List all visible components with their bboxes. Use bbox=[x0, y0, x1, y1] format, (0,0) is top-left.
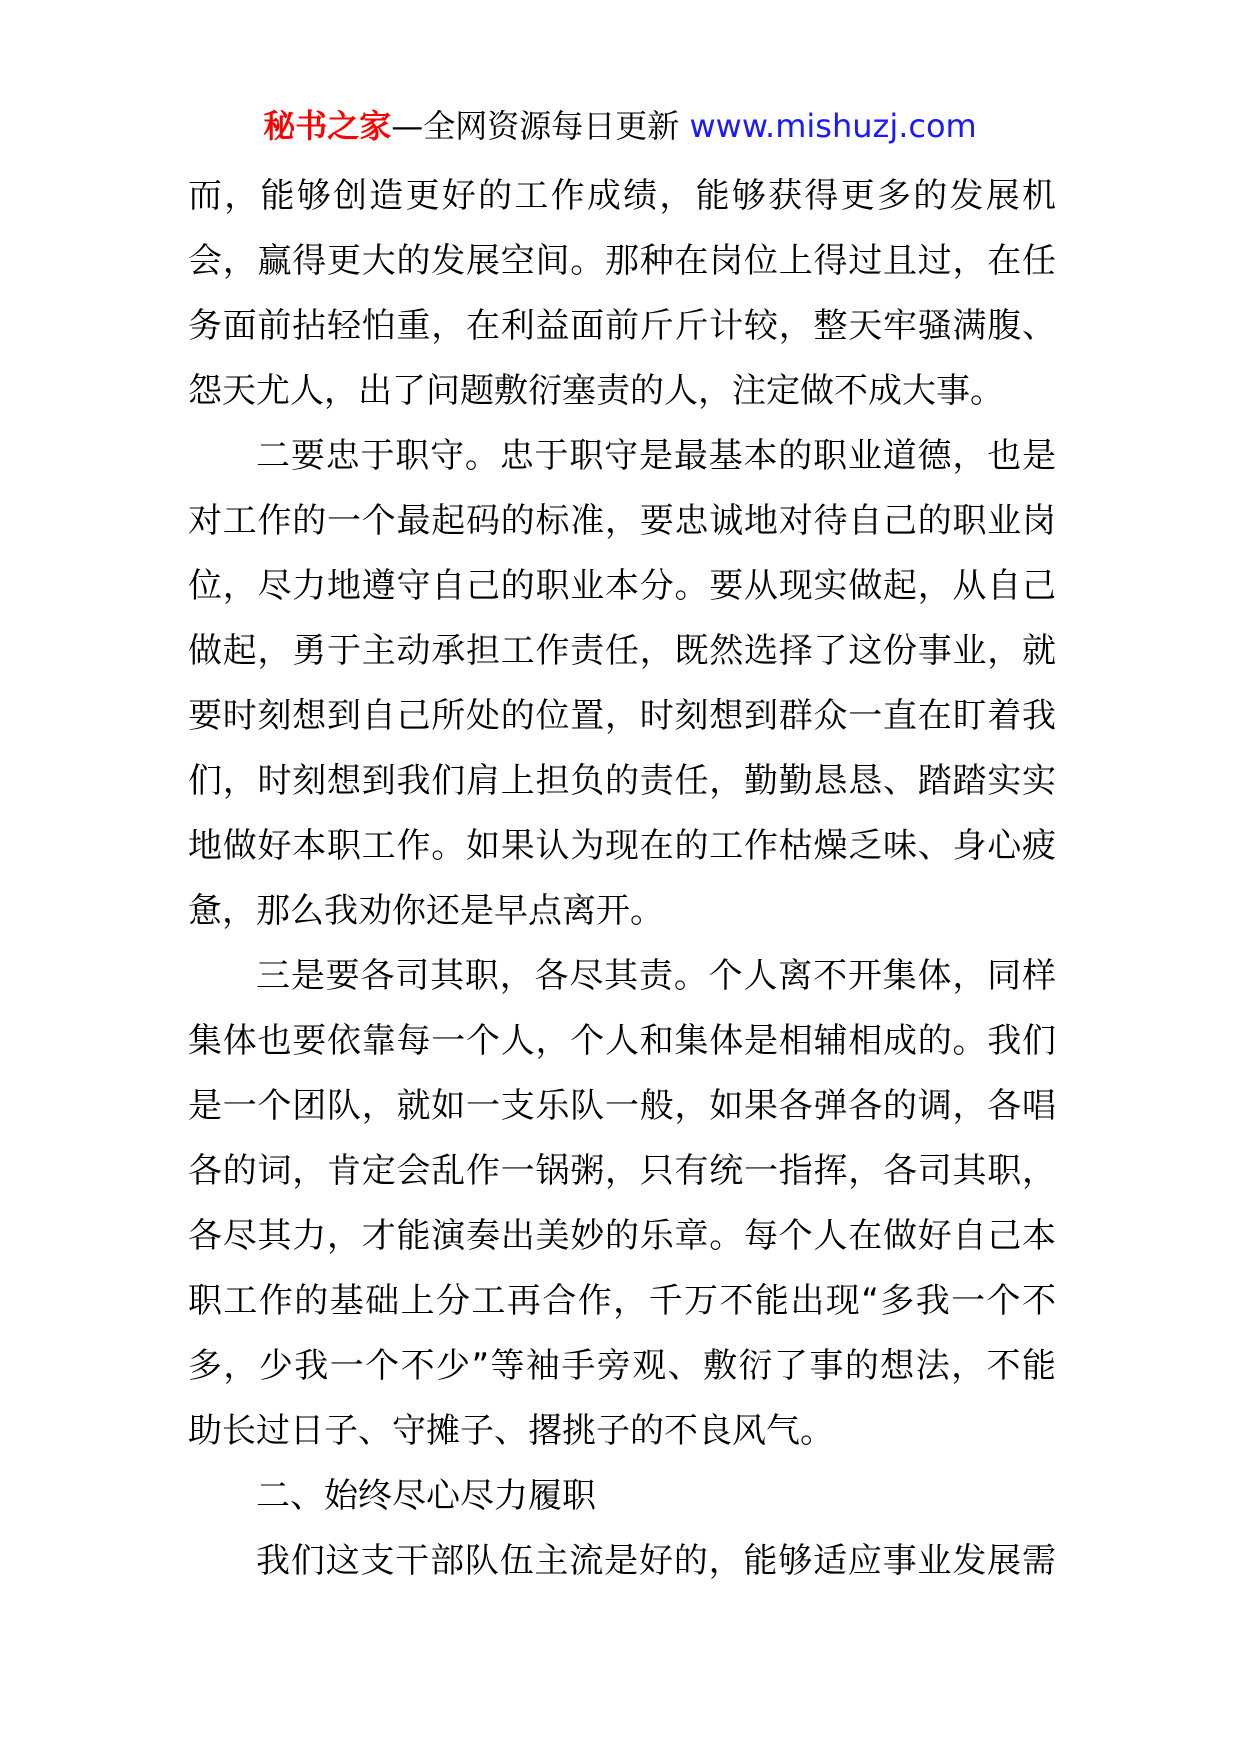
text-line: 做起，勇于主动承担工作责任，既然选择了这份事业，就 bbox=[188, 631, 1056, 671]
document-body bbox=[188, 164, 1056, 1594]
text-line: 我们这支干部队伍主流是好的，能够适应事业发展需 bbox=[256, 1541, 1056, 1581]
text-line: 二要忠于职守。忠于职守是最基本的职业道德，也是 bbox=[256, 436, 1056, 476]
text-line: 对工作的一个最起码的标准，要忠诚地对待自己的职业岗 bbox=[188, 501, 1056, 541]
text-line: 务面前拈轻怕重，在利益面前斤斤计较，整天牢骚满腹、 bbox=[188, 306, 1056, 346]
text-line: 地做好本职工作。如果认为现在的工作枯燥乏味、身心疲 bbox=[188, 826, 1056, 866]
text-line: 惫，那么我劝你还是早点离开。 bbox=[188, 891, 664, 931]
brand-name: 秘书之家 bbox=[263, 107, 392, 145]
text-line: 集体也要依靠每一个人，个人和集体是相辅相成的。我们 bbox=[188, 1021, 1056, 1061]
text-line: 三是要各司其职，各尽其责。个人离不开集体，同样 bbox=[256, 956, 1056, 996]
text-line: 各尽其力，才能演奏出美妙的乐章。每个人在做好自己本 bbox=[188, 1216, 1056, 1256]
text-line: 们，时刻想到我们肩上担负的责任，勤勤恳恳、踏踏实实 bbox=[188, 761, 1056, 801]
page-header bbox=[0, 104, 1240, 148]
text-line: 怨天尤人，出了问题敷衍塞责的人，注定做不成大事。 bbox=[188, 371, 1004, 411]
header-slogan: —全网资源每日更新 bbox=[391, 107, 690, 145]
text-line: 是一个团队，就如一支乐队一般，如果各弹各的调，各唱 bbox=[188, 1086, 1056, 1126]
text-line: 要时刻想到自己所处的位置，时刻想到群众一直在盯着我 bbox=[188, 696, 1056, 736]
text-line: 位，尽力地遵守自己的职业本分。要从现实做起，从自己 bbox=[188, 566, 1056, 606]
text-line: 助长过日子、守摊子、撂挑子的不良风气。 bbox=[188, 1411, 834, 1451]
text-line: 各的词，肯定会乱作一锅粥，只有统一指挥，各司其职， bbox=[188, 1151, 1056, 1191]
text-line: 二、始终尽心尽力履职 bbox=[256, 1476, 596, 1516]
text-line: 而，能够创造更好的工作成绩，能够获得更多的发展机 bbox=[188, 176, 1056, 216]
text-line: 会，赢得更大的发展空间。那种在岗位上得过且过，在任 bbox=[188, 241, 1056, 281]
website-link[interactable]: www.mishuzj.com bbox=[689, 107, 977, 145]
text-line: 多，少我一个不少”等袖手旁观、敷衍了事的想法，不能 bbox=[188, 1346, 1056, 1386]
text-line: 职工作的基础上分工再合作，千万不能出现“多我一个不 bbox=[188, 1281, 1056, 1321]
